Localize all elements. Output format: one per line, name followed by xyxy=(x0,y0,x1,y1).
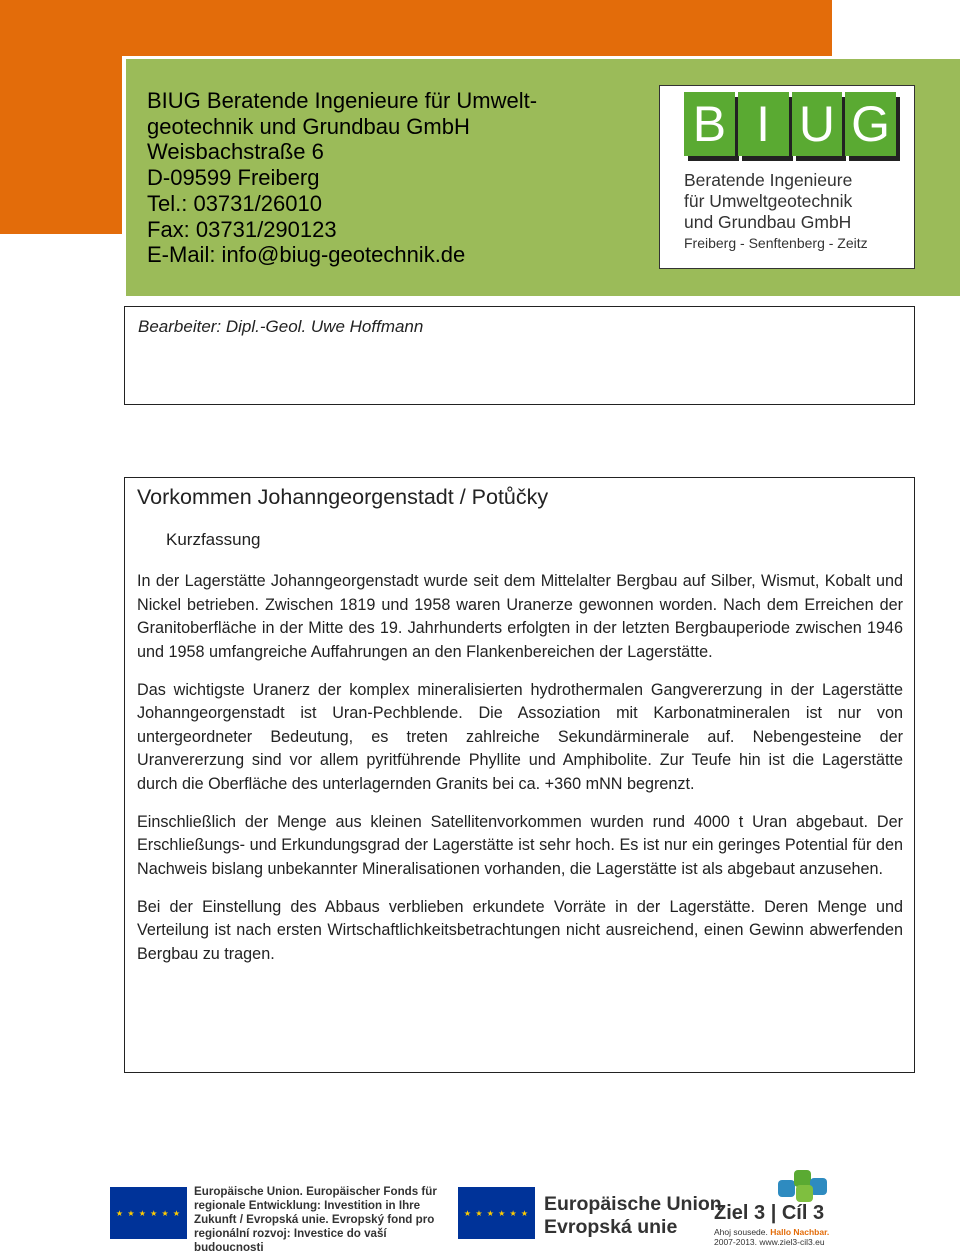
eu-union-text xyxy=(544,1193,722,1239)
eu-fund-line: regionální rozvoj: Investice do vaší budoucnosti xyxy=(194,1227,387,1254)
paragraph: Bei der Einstellung des Abbaus verblieben erkundete Vorräte in der Lagerstätte. Deren Menge und Verteilung ist nach ersten Wirtschaftlichkeitsbetrachtungen nicht ausreichend, einen Gewinn abwerfenden Bergbau zu tragen. xyxy=(137,897,903,963)
eu-union-line: Europäische Union xyxy=(544,1193,722,1215)
author-box xyxy=(124,306,915,405)
logo-text xyxy=(684,170,896,233)
paragraph: Einschließlich der Menge aus kleinen Satellitenvorkommen wurden rund 4000 t Uran abgebaut. Der Erschließungs- und Erkundungsgrad der Lagerstätte ist sehr hoch. Es ist nur ein geringes Potential für den Nachweis bislang unbekannter Mineralisationen vorhanden, die Lagerstätte ist als abgebaut anzusehen. xyxy=(137,812,903,878)
paragraph: Das wichtigste Uranerz der komplex mineralisierten hydrothermalen Gangvererzung in der Lagerstätte Johanngeorgenstadt ist Uran-Pechblende. Die Assoziation mit Karbonatmineralen ist nur von untergeordneter Bedeutung, es treten zahlreiche Sekundärminerale auf. Nebengesteine der Uranvererzung sind vor allem pyritführende Phyllite und Amphibolite. Zur Teufe hin ist die Lagerstätte durch die Oberfläche des unterlagernden Granits bei ca. +360 mNN begrenzt. xyxy=(137,680,903,793)
ziel3-title: Ziel 3 | Cíl 3 xyxy=(714,1202,825,1224)
eu-flag-icon xyxy=(110,1187,187,1239)
logo-letter: G xyxy=(845,92,896,156)
address-line: Tel.: 03731/26010 xyxy=(147,190,322,216)
logo-text-line: und Grundbau GmbH xyxy=(684,212,852,232)
eu-flag-stars: ★ ★ ★ ★ ★ ★ xyxy=(115,1208,182,1218)
summary-box xyxy=(124,477,915,1073)
ziel3-slogan-accent: Hallo Nachbar. xyxy=(770,1227,830,1237)
eu-fund-line: Zukunft / Evropská unie. Evropský fond pro xyxy=(194,1213,435,1226)
ziel3-slogan-plain: Ahoj sousede. xyxy=(714,1227,771,1237)
logo-cities: Freiberg - Senftenberg - Zeitz xyxy=(684,235,868,251)
section-heading: Kurzfassung xyxy=(166,530,261,549)
eu-union-line: Evropská unie xyxy=(544,1216,678,1238)
address-line: BIUG Beratende Ingenieure für Umwelt- xyxy=(147,88,538,113)
paragraph: In der Lagerstätte Johanngeorgenstadt wurde seit dem Mittelalter Bergbau auf Silber, Wismut, Kobalt und Nickel betrieben. Zwischen 1819 und 1958 waren Uranerze gewonnen worden. Nach dem Erreichen der Granitoberfläche in der Mitte des 19. Jahrhunderts erfolgten in der letzten Bergbauperiode zwischen 1946 und 1958 umfangreiche Auffahrungen an den Flankenbereichen der Lagerstätte. xyxy=(137,572,903,661)
logo-letter: B xyxy=(684,92,735,156)
biug-logo xyxy=(659,85,915,269)
logo-letters xyxy=(684,92,896,162)
ziel3-period: 2007-2013. www.ziel3-cil3.eu xyxy=(714,1237,825,1247)
author-name: Bearbeiter: Dipl.-Geol. Uwe Hoffmann xyxy=(138,317,424,336)
logo-letter: U xyxy=(792,92,843,156)
address-line: Weisbachstraße 6 xyxy=(147,139,324,165)
eu-fund-line: regionale Entwicklung: Investition in Ihre xyxy=(194,1199,421,1212)
summary-text xyxy=(137,570,903,981)
ziel3-logo xyxy=(714,1168,834,1246)
document-title: Vorkommen Johanngeorgenstadt / Potůčky xyxy=(137,485,549,509)
ziel3-slogan xyxy=(714,1227,829,1237)
puzzle-icon xyxy=(774,1168,834,1200)
company-address xyxy=(147,88,537,268)
logo-text-line: Beratende Ingenieure xyxy=(684,170,853,190)
eu-fund-text xyxy=(194,1185,449,1255)
logo-letter: I xyxy=(738,92,789,156)
email-line: E-Mail: info@biug-geotechnik.de xyxy=(147,242,466,268)
header-orange-side xyxy=(0,0,122,234)
address-line: geotechnik und Grundbau GmbH xyxy=(147,113,470,139)
address-line: D-09599 Freiberg xyxy=(147,165,320,191)
logo-text-line: für Umweltgeotechnik xyxy=(684,191,853,211)
eu-flag-stars: ★ ★ ★ ★ ★ ★ xyxy=(463,1208,530,1218)
address-line: Fax: 03731/290123 xyxy=(147,216,337,242)
footer xyxy=(0,1160,960,1254)
eu-flag-icon xyxy=(458,1187,535,1239)
eu-fund-line: Europäische Union. Europäischer Fonds für xyxy=(194,1185,437,1198)
header-orange-bar xyxy=(0,0,832,60)
